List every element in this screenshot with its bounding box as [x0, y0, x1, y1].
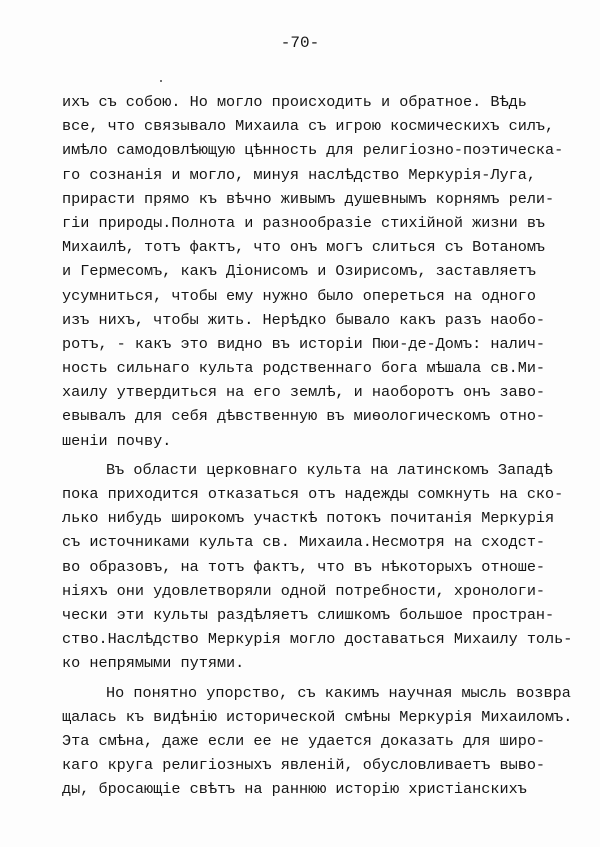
- text-line: съ источниками культа св. Михаила.Несмотря на сходст-: [62, 533, 546, 552]
- text-line: ротъ, - какъ это видно въ исторіи Пюи-де-Домъ: налич-: [62, 334, 546, 353]
- text-line: чески эти культы раздѣляетъ слишкомъ большое простран-: [62, 605, 555, 624]
- paragraph-1: [62, 90, 598, 453]
- text-line: гіи природы.Полнота и разнообразіе стихійной жизни въ: [62, 213, 546, 232]
- text-line: изъ нихъ, чтобы жить. Нерѣдко бывало какъ разъ наобо-: [62, 310, 546, 329]
- text-line: ство.Наслѣдство Меркурія могло доставаться Михаилу толь-: [62, 630, 573, 649]
- text-line: хаилу утвердиться на его землѣ, и наоборотъ онъ заво-: [62, 383, 546, 402]
- text-line: пока приходится отказаться отъ надежды сомкнуть на ско-: [62, 485, 564, 503]
- text-line: ихъ съ собою. Но могло происходить и обратное. Вѣдь: [62, 93, 527, 111]
- text-line: прирасти прямо къ вѣчно живымъ душевнымъ корнямъ рели-: [62, 189, 555, 208]
- text-line: Эта смѣна, даже если ее не удается доказать для широ-: [62, 731, 546, 750]
- text-line: имѣло самодовлѣющую цѣнность для религіозно-поэтическа-: [62, 141, 564, 160]
- text-line: Михаилѣ, тотъ фактъ, что онъ могъ слиться съ Вотаномъ: [62, 238, 546, 257]
- text-line: шеніи почву.: [62, 431, 172, 450]
- ink-speck: [160, 80, 162, 82]
- text-line: усумниться, чтобы ему нужно было опереться на одного: [62, 286, 536, 305]
- text-line: ды, бросающіе свѣтъ на раннюю исторію христіанскихъ: [62, 780, 527, 799]
- paragraph-3: [62, 681, 598, 802]
- text-line: Но понятно упорство, съ какимъ научная мысль возвра: [106, 683, 571, 702]
- text-line: евывалъ для себя дѣвственную въ миѳологическомъ отно-: [62, 407, 546, 426]
- paragraph-2: [62, 458, 598, 676]
- text-line: и Гермесомъ, какъ Діонисомъ и Озирисомъ, заставляетъ: [62, 262, 536, 281]
- text-line: ко непрямыми путями.: [62, 654, 245, 673]
- text-line: ніяхъ они удовлетворяли одной потребности, хронологи-: [62, 581, 546, 600]
- text-line: лько нибудь широкомъ участкѣ потокъ почитанія Меркурія: [62, 509, 555, 528]
- text-line: Въ области церковнаго культа на латинскомъ Западѣ: [106, 460, 553, 479]
- body-text: [62, 90, 598, 806]
- text-line: го сознанія и могло, минуя наслѣдство Меркурія-Луга,: [62, 165, 536, 184]
- text-line: каго круга религіозныхъ явленій, обусловливаетъ выво-: [62, 756, 546, 775]
- text-line: щалась къ видѣнію исторической смѣны Меркурія Михаиломъ.: [62, 707, 573, 726]
- text-line: ность сильнаго культа родственнаго бога мѣшала св.Ми-: [62, 359, 546, 378]
- text-line: во образовъ, на тотъ фактъ, что въ нѣкоторыхъ отноше-: [62, 557, 546, 576]
- page-number: -70-: [280, 34, 320, 52]
- text-line: все, что связывало Михаила съ игрою космическихъ силъ,: [62, 117, 555, 136]
